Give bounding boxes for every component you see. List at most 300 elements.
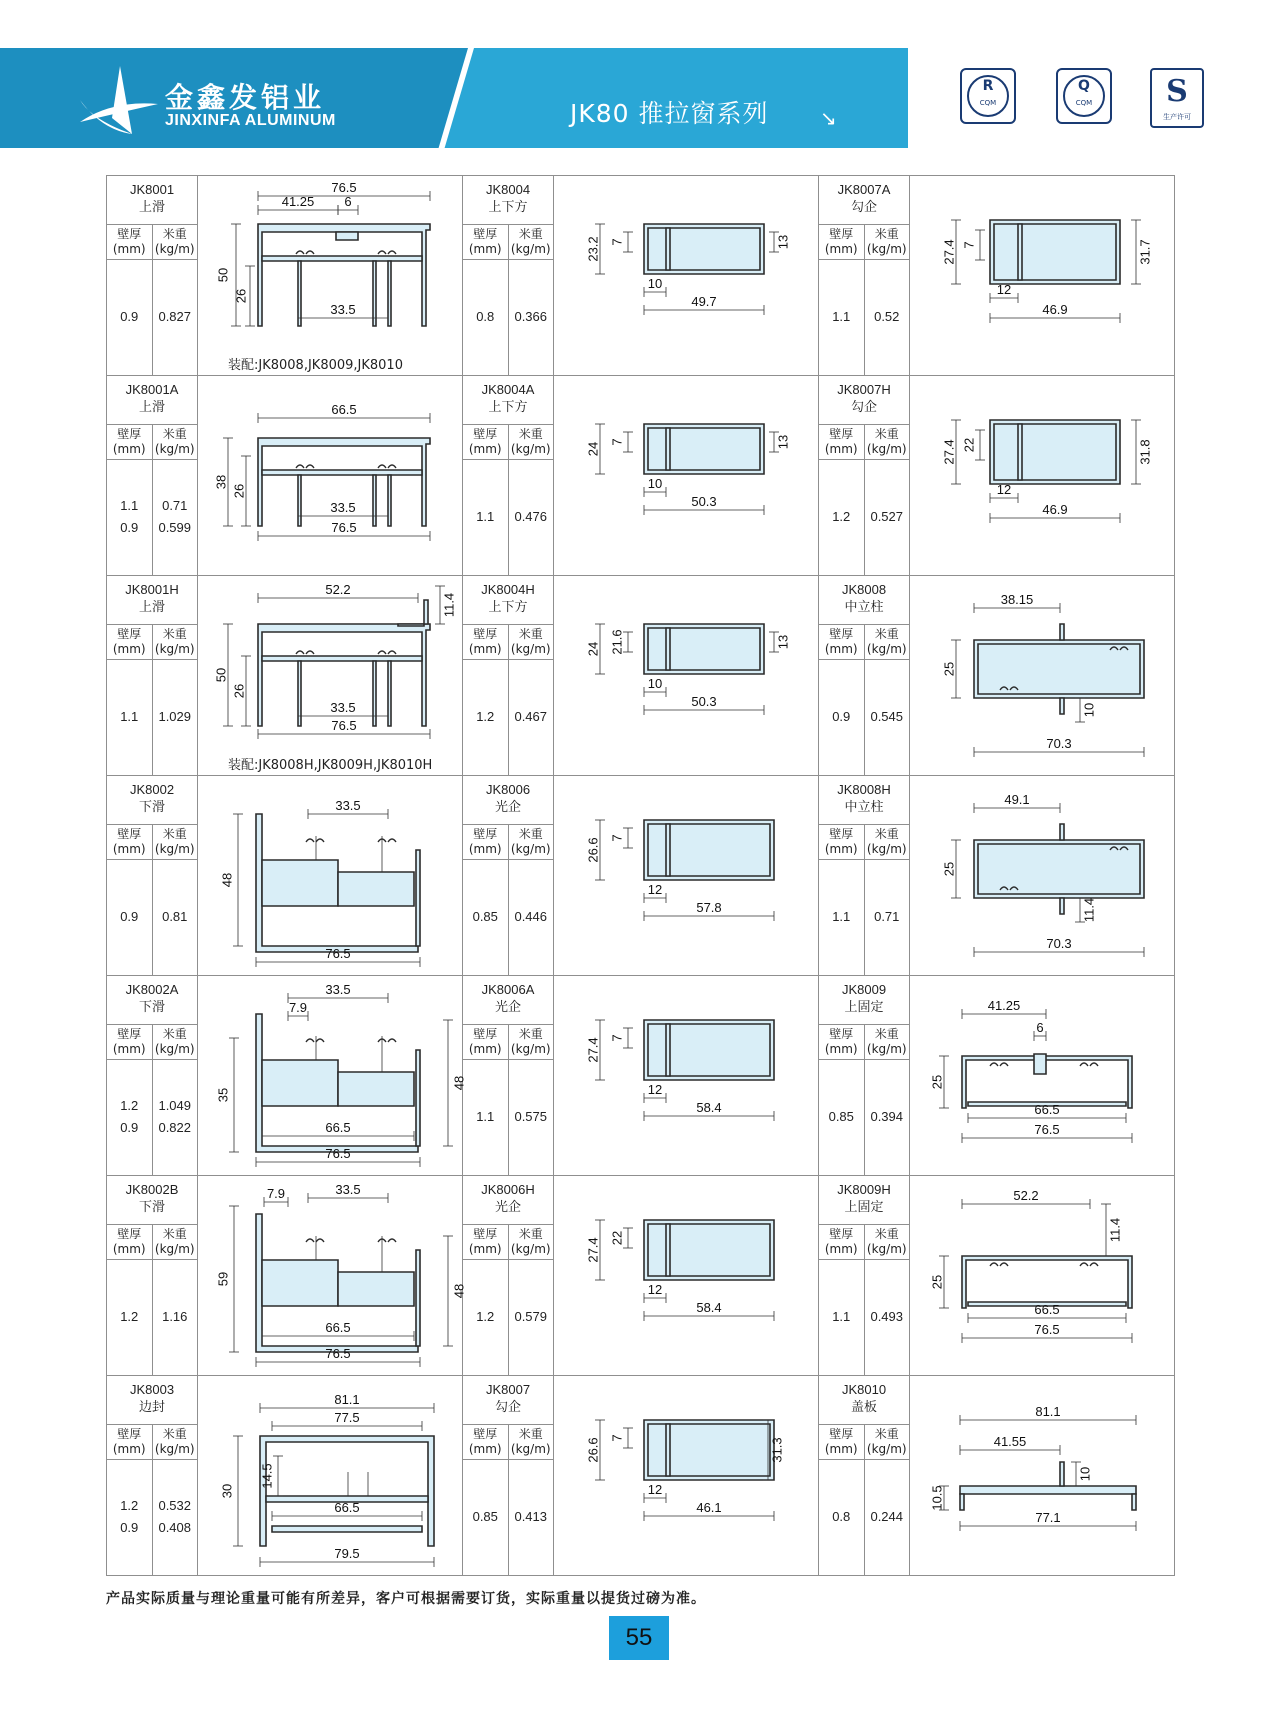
profile-info-cell xyxy=(819,976,910,1176)
dimension-label: 33.5 xyxy=(335,1182,361,1197)
weight-value: 0.575 xyxy=(514,1108,548,1124)
dimension-label: 31.7 xyxy=(1137,239,1153,265)
thickness-header: 壁厚 (mm) xyxy=(112,227,146,256)
dimension-label: 26.6 xyxy=(585,837,601,863)
weight-value: 0.52 xyxy=(874,308,900,324)
dimension-label: 22 xyxy=(609,1230,625,1246)
weight-header: 米重 (kg/m) xyxy=(152,1025,198,1059)
dimension-label: 7 xyxy=(961,241,977,249)
weight-header: 米重 (kg/m) xyxy=(152,1425,198,1459)
catalog-row xyxy=(107,1376,1175,1576)
dimension-label: 7.9 xyxy=(266,1186,286,1201)
dimension-label: 33.5 xyxy=(330,700,356,715)
weight-values xyxy=(508,258,554,375)
assembly-note: 装配:JK8008,JK8009,JK8010 xyxy=(228,358,403,373)
profile-section-drawing xyxy=(198,1176,467,1375)
thickness-values xyxy=(819,1258,864,1375)
profile-code: JK8004 xyxy=(485,182,531,197)
weight-value: 1.049 xyxy=(158,1097,192,1113)
thickness-header: 壁厚 (mm) xyxy=(824,827,858,856)
thickness-values xyxy=(107,458,152,575)
thickness-value: 1.1 xyxy=(832,1308,851,1324)
weight-header: 米重 (kg/m) xyxy=(152,1225,198,1259)
dimension-label: 33.5 xyxy=(335,798,361,813)
dimension-label: 12 xyxy=(647,1082,663,1097)
profile-info-cell xyxy=(463,776,554,976)
cert-q-icon: Q CQM xyxy=(1056,68,1112,124)
weight-header: 米重 (kg/m) xyxy=(864,1225,910,1259)
profile-name: 上下方 xyxy=(488,200,528,215)
profile-drawing-cell xyxy=(910,376,1175,576)
dimension-label: 50 xyxy=(213,667,229,683)
weight-value: 0.822 xyxy=(158,1119,192,1135)
dimension-label: 46.9 xyxy=(1042,502,1068,517)
thickness-values xyxy=(819,458,864,575)
thickness-values xyxy=(107,1458,152,1575)
weight-header: 米重 (kg/m) xyxy=(508,825,554,859)
thickness-value: 1.1 xyxy=(476,1108,495,1124)
thickness-header: 壁厚 (mm) xyxy=(468,627,502,656)
dimension-label: 33.5 xyxy=(330,500,356,515)
dimension-label: 79.5 xyxy=(334,1546,360,1561)
thickness-value: 0.9 xyxy=(120,908,139,924)
profile-drawing-cell xyxy=(554,976,819,1176)
thickness-value: 0.85 xyxy=(472,908,498,924)
thickness-header: 壁厚 (mm) xyxy=(468,227,502,256)
series-title: JK80 推拉窗系列 xyxy=(570,99,769,128)
profile-section-drawing xyxy=(910,976,1174,1175)
weight-value: 0.366 xyxy=(514,308,548,324)
weight-values xyxy=(864,658,910,775)
weight-value: 0.579 xyxy=(514,1308,548,1324)
dimension-label: 66.5 xyxy=(325,1120,351,1135)
thickness-header: 壁厚 (mm) xyxy=(824,627,858,656)
profile-code: JK8003 xyxy=(129,1382,175,1397)
profile-info-cell xyxy=(463,176,554,376)
dimension-label: 50.3 xyxy=(691,494,717,509)
thickness-header: 壁厚 (mm) xyxy=(824,227,858,256)
thickness-value: 0.9 xyxy=(120,519,139,535)
thickness-value: 1.2 xyxy=(120,1308,139,1324)
dimension-label: 41.55 xyxy=(993,1434,1027,1449)
dimension-label: 66.5 xyxy=(331,402,357,417)
thickness-header: 壁厚 (mm) xyxy=(112,1227,146,1256)
dimension-label: 70.3 xyxy=(1046,736,1072,751)
weight-value: 0.827 xyxy=(158,308,192,324)
dimension-label: 76.5 xyxy=(331,718,357,733)
profile-drawing-cell xyxy=(554,1176,819,1376)
dimension-label: 38 xyxy=(213,474,229,490)
dimension-label: 25 xyxy=(929,1074,945,1090)
thickness-header: 壁厚 (mm) xyxy=(468,427,502,456)
dimension-label: 6 xyxy=(1036,1020,1044,1035)
thickness-values xyxy=(107,858,152,975)
profile-drawing-cell xyxy=(910,1376,1175,1576)
thickness-values xyxy=(819,858,864,975)
dimension-label: 25 xyxy=(929,1274,945,1290)
dimension-label: 76.5 xyxy=(1034,1322,1060,1337)
profile-code: JK8001H xyxy=(125,582,179,597)
weight-header: 米重 (kg/m) xyxy=(864,1425,910,1459)
profile-info-cell xyxy=(107,376,198,576)
dimension-label: 26 xyxy=(231,483,247,499)
dimension-label: 12 xyxy=(996,482,1012,497)
weight-values xyxy=(864,258,910,375)
dimension-label: 77.5 xyxy=(334,1410,360,1425)
thickness-values xyxy=(107,258,152,375)
profile-section-drawing xyxy=(198,1376,462,1575)
profile-code: JK8010 xyxy=(841,1382,887,1397)
dimension-label: 12 xyxy=(647,1282,663,1297)
thickness-header: 壁厚 (mm) xyxy=(468,1027,502,1056)
profile-section-drawing xyxy=(554,176,818,375)
profile-info-cell xyxy=(819,376,910,576)
weight-values xyxy=(508,458,554,575)
dimension-label: 52.2 xyxy=(1013,1188,1039,1203)
dimension-label: 48 xyxy=(219,872,235,888)
dimension-label: 49.7 xyxy=(691,294,717,309)
profile-code: JK8001A xyxy=(125,382,179,397)
profile-code: JK8008H xyxy=(837,782,891,797)
weight-value: 0.446 xyxy=(514,908,548,924)
profile-info-cell xyxy=(107,776,198,976)
dimension-label: 46.1 xyxy=(696,1500,722,1515)
dimension-label: 66.5 xyxy=(1034,1302,1060,1317)
weight-values xyxy=(152,658,198,775)
catalog-row xyxy=(107,576,1175,776)
weight-header: 米重 (kg/m) xyxy=(864,1025,910,1059)
profile-info-cell xyxy=(107,1376,198,1576)
dimension-label: 25 xyxy=(941,661,957,677)
profile-drawing-cell xyxy=(198,976,467,1176)
thickness-values xyxy=(107,658,152,775)
weight-values xyxy=(508,658,554,775)
weight-value: 1.16 xyxy=(162,1308,188,1324)
profile-code: JK8009 xyxy=(841,982,887,997)
profile-code: JK8006 xyxy=(485,782,531,797)
profile-info-cell xyxy=(107,576,198,776)
thickness-header: 壁厚 (mm) xyxy=(112,1027,146,1056)
thickness-header: 壁厚 (mm) xyxy=(824,1027,858,1056)
thickness-value: 1.1 xyxy=(476,508,495,524)
profile-section-drawing xyxy=(910,776,1174,975)
dimension-label: 13 xyxy=(775,634,791,650)
weight-values xyxy=(152,858,198,975)
page-number: 55 xyxy=(609,1616,669,1660)
dimension-label: 81.1 xyxy=(1035,1404,1061,1419)
profile-info-cell xyxy=(107,976,198,1176)
thickness-value: 1.2 xyxy=(120,1497,139,1513)
thickness-values xyxy=(819,1058,864,1175)
profile-name: 光企 xyxy=(494,1200,521,1215)
profile-drawing-cell xyxy=(198,1176,467,1376)
dimension-label: 12 xyxy=(647,882,663,897)
weight-values xyxy=(152,1458,198,1575)
profile-name: 上固定 xyxy=(844,1000,884,1015)
profile-code: JK8004H xyxy=(481,582,535,597)
thickness-values xyxy=(819,1458,864,1575)
profile-name: 上下方 xyxy=(488,600,528,615)
profile-section-drawing xyxy=(910,576,1174,775)
profile-name: 下滑 xyxy=(138,1200,165,1215)
profile-name: 下滑 xyxy=(138,800,165,815)
profile-drawing-cell xyxy=(198,376,463,576)
dimension-label: 76.5 xyxy=(331,180,357,195)
dimension-label: 27.4 xyxy=(941,239,957,265)
dimension-label: 58.4 xyxy=(696,1100,722,1115)
dimension-label: 66.5 xyxy=(1034,1102,1060,1117)
profile-drawing-cell xyxy=(910,176,1175,376)
thickness-values xyxy=(463,458,508,575)
dimension-label: 10 xyxy=(1081,702,1097,718)
profile-code: JK8009H xyxy=(837,1182,891,1197)
profile-info-cell xyxy=(819,1176,910,1376)
dimension-label: 25 xyxy=(941,861,957,877)
dimension-label: 11.4 xyxy=(1107,1217,1123,1243)
dimension-label: 7 xyxy=(609,438,625,446)
profile-name: 上固定 xyxy=(844,1200,884,1215)
dimension-label: 7 xyxy=(609,1034,625,1042)
thickness-values xyxy=(107,1258,152,1375)
thickness-header: 壁厚 (mm) xyxy=(112,1427,146,1456)
weight-value: 0.467 xyxy=(514,708,548,724)
profile-info-cell xyxy=(107,176,198,376)
thickness-header: 壁厚 (mm) xyxy=(468,1227,502,1256)
profile-info-cell xyxy=(819,176,910,376)
dimension-label: 7 xyxy=(609,834,625,842)
dimension-label: 38.15 xyxy=(1000,592,1034,607)
catalog-row xyxy=(107,1176,1175,1376)
weight-value: 0.599 xyxy=(158,519,192,535)
profile-section-drawing xyxy=(554,376,818,575)
dimension-label: 31.8 xyxy=(1137,439,1153,465)
dimension-label: 27.4 xyxy=(585,1237,601,1263)
weight-values xyxy=(508,1058,554,1175)
thickness-header: 壁厚 (mm) xyxy=(468,827,502,856)
dimension-label: 23.2 xyxy=(585,236,601,262)
weight-header: 米重 (kg/m) xyxy=(864,425,910,459)
profile-section-drawing xyxy=(554,576,818,775)
profile-drawing-cell xyxy=(554,376,819,576)
dimension-label: 52.2 xyxy=(325,582,351,597)
dimension-label: 10.5 xyxy=(929,1485,945,1511)
dimension-label: 7 xyxy=(609,238,625,246)
profile-name: 上滑 xyxy=(138,200,165,215)
dimension-label: 66.5 xyxy=(334,1500,360,1515)
dimension-label: 12 xyxy=(996,282,1012,297)
weight-values xyxy=(152,1058,198,1175)
weight-values xyxy=(152,258,198,375)
thickness-values xyxy=(463,258,508,375)
profile-catalog-table xyxy=(106,175,1175,1576)
dimension-label: 76.5 xyxy=(325,946,351,961)
dimension-label: 13 xyxy=(775,234,791,250)
thickness-value: 0.9 xyxy=(832,708,851,724)
dimension-label: 76.5 xyxy=(325,1346,351,1361)
profile-info-cell xyxy=(463,1176,554,1376)
weight-value: 0.394 xyxy=(870,1108,904,1124)
dimension-label: 35 xyxy=(215,1087,231,1103)
profile-name: 下滑 xyxy=(138,1000,165,1015)
profile-info-cell xyxy=(819,576,910,776)
weight-value: 0.476 xyxy=(514,508,548,524)
weight-header: 米重 (kg/m) xyxy=(152,225,198,259)
profile-name: 勾企 xyxy=(850,200,877,215)
dimension-label: 48 xyxy=(451,1075,467,1091)
brand-name-cn: 金鑫发铝业 xyxy=(165,81,326,114)
profile-drawing-cell xyxy=(910,976,1175,1176)
dimension-label: 22 xyxy=(961,437,977,453)
dimension-label: 10 xyxy=(1077,1466,1093,1482)
dimension-label: 13 xyxy=(775,434,791,450)
profile-section-drawing xyxy=(910,376,1174,575)
profile-section-drawing xyxy=(554,976,818,1175)
profile-name: 光企 xyxy=(494,800,521,815)
thickness-value: 1.2 xyxy=(832,508,851,524)
profile-section-drawing xyxy=(198,576,462,775)
cert-r-icon: R CQM xyxy=(960,68,1016,124)
dimension-label: 26 xyxy=(231,683,247,699)
profile-info-cell xyxy=(463,1376,554,1576)
weight-header: 米重 (kg/m) xyxy=(508,1425,554,1459)
thickness-value: 1.1 xyxy=(832,908,851,924)
dimension-label: 26 xyxy=(233,288,249,304)
weight-header: 米重 (kg/m) xyxy=(152,625,198,659)
weight-values xyxy=(508,1458,554,1575)
thickness-value: 0.85 xyxy=(472,1508,498,1524)
weight-header: 米重 (kg/m) xyxy=(152,825,198,859)
profile-drawing-cell xyxy=(554,176,819,376)
profile-section-drawing xyxy=(198,176,462,375)
weight-value: 0.71 xyxy=(874,908,900,924)
weight-header: 米重 (kg/m) xyxy=(864,825,910,859)
thickness-value: 0.8 xyxy=(476,308,495,324)
profile-section-drawing xyxy=(910,176,1174,375)
catalog-row xyxy=(107,976,1175,1176)
thickness-value: 0.9 xyxy=(120,1519,139,1535)
dimension-label: 70.3 xyxy=(1046,936,1072,951)
dimension-label: 31.3 xyxy=(769,1437,785,1463)
dimension-label: 50 xyxy=(215,267,231,283)
profile-name: 勾企 xyxy=(494,1400,521,1415)
profile-name: 中立柱 xyxy=(844,800,884,815)
weight-value: 0.413 xyxy=(514,1508,548,1524)
weight-values xyxy=(508,858,554,975)
thickness-values xyxy=(819,658,864,775)
profile-name: 上滑 xyxy=(138,600,165,615)
dimension-label: 76.5 xyxy=(325,1146,351,1161)
profile-info-cell xyxy=(463,376,554,576)
dimension-label: 49.1 xyxy=(1004,792,1030,807)
weight-value: 0.244 xyxy=(870,1508,904,1524)
profile-section-drawing xyxy=(198,976,467,1175)
profile-code: JK8007A xyxy=(837,182,891,197)
thickness-value: 1.2 xyxy=(476,708,495,724)
profile-code: JK8007H xyxy=(837,382,891,397)
thickness-values xyxy=(107,1058,152,1175)
weight-values xyxy=(508,1258,554,1375)
profile-info-cell xyxy=(819,776,910,976)
weight-values xyxy=(152,1258,198,1375)
thickness-values xyxy=(463,1258,508,1375)
profile-drawing-cell xyxy=(554,1376,819,1576)
thickness-value: 0.8 xyxy=(832,1508,851,1524)
dimension-label: 10 xyxy=(647,276,663,291)
profile-name: 光企 xyxy=(494,1000,521,1015)
brand-name-en: JINXINFA ALUMINUM xyxy=(165,112,336,129)
catalog-row xyxy=(107,176,1175,376)
weight-value: 0.527 xyxy=(870,508,904,524)
arrow-icon: ↘ xyxy=(820,106,837,130)
profile-name: 盖板 xyxy=(850,1400,877,1415)
dimension-label: 41.25 xyxy=(987,998,1021,1013)
dimension-label: 12 xyxy=(647,1482,663,1497)
weight-header: 米重 (kg/m) xyxy=(508,1225,554,1259)
weight-value: 0.493 xyxy=(870,1308,904,1324)
dimension-label: 6 xyxy=(344,194,352,209)
thickness-value: 0.9 xyxy=(120,1119,139,1135)
weight-values xyxy=(864,1458,910,1575)
thickness-header: 壁厚 (mm) xyxy=(468,1427,502,1456)
dimension-label: 11.4 xyxy=(441,592,457,618)
profile-name: 边封 xyxy=(138,1400,165,1415)
profile-drawing-cell xyxy=(554,576,819,776)
thickness-header: 壁厚 (mm) xyxy=(824,1427,858,1456)
profile-drawing-cell xyxy=(198,776,463,976)
thickness-value: 1.2 xyxy=(476,1308,495,1324)
weight-header: 米重 (kg/m) xyxy=(508,225,554,259)
profile-section-drawing xyxy=(198,376,462,575)
weight-header: 米重 (kg/m) xyxy=(864,625,910,659)
profile-section-drawing xyxy=(910,1376,1174,1575)
profile-code: JK8008 xyxy=(841,582,887,597)
profile-drawing-cell xyxy=(198,576,463,776)
thickness-value: 0.85 xyxy=(828,1108,854,1124)
weight-header: 米重 (kg/m) xyxy=(864,225,910,259)
thickness-value: 1.1 xyxy=(832,308,851,324)
profile-name: 中立柱 xyxy=(844,600,884,615)
weight-value: 0.532 xyxy=(158,1497,192,1513)
dimension-label: 21.6 xyxy=(609,629,625,655)
dimension-label: 24 xyxy=(585,641,601,657)
weight-values xyxy=(864,1058,910,1175)
weight-header: 米重 (kg/m) xyxy=(508,1025,554,1059)
thickness-values xyxy=(463,1458,508,1575)
profile-code: JK8001 xyxy=(129,182,175,197)
thickness-values xyxy=(463,858,508,975)
dimension-label: 10 xyxy=(647,476,663,491)
profile-section-drawing xyxy=(554,1176,818,1375)
dimension-label: 7 xyxy=(609,1434,625,1442)
dimension-label: 46.9 xyxy=(1042,302,1068,317)
profile-section-drawing xyxy=(198,776,462,975)
thickness-values xyxy=(463,658,508,775)
cert-s-icon: S 生产许可 xyxy=(1150,68,1204,128)
dimension-label: 77.1 xyxy=(1035,1510,1061,1525)
thickness-header: 壁厚 (mm) xyxy=(824,427,858,456)
profile-section-drawing xyxy=(554,1376,818,1575)
weight-value: 0.408 xyxy=(158,1519,192,1535)
dimension-label: 14.5 xyxy=(259,1463,275,1489)
catalog-row xyxy=(107,776,1175,976)
dimension-label: 10 xyxy=(647,676,663,691)
profile-drawing-cell xyxy=(910,576,1175,776)
dimension-label: 41.25 xyxy=(281,194,315,209)
catalog-row xyxy=(107,376,1175,576)
profile-info-cell xyxy=(107,1176,198,1376)
dimension-label: 11.4 xyxy=(1081,897,1097,923)
weight-header: 米重 (kg/m) xyxy=(508,425,554,459)
